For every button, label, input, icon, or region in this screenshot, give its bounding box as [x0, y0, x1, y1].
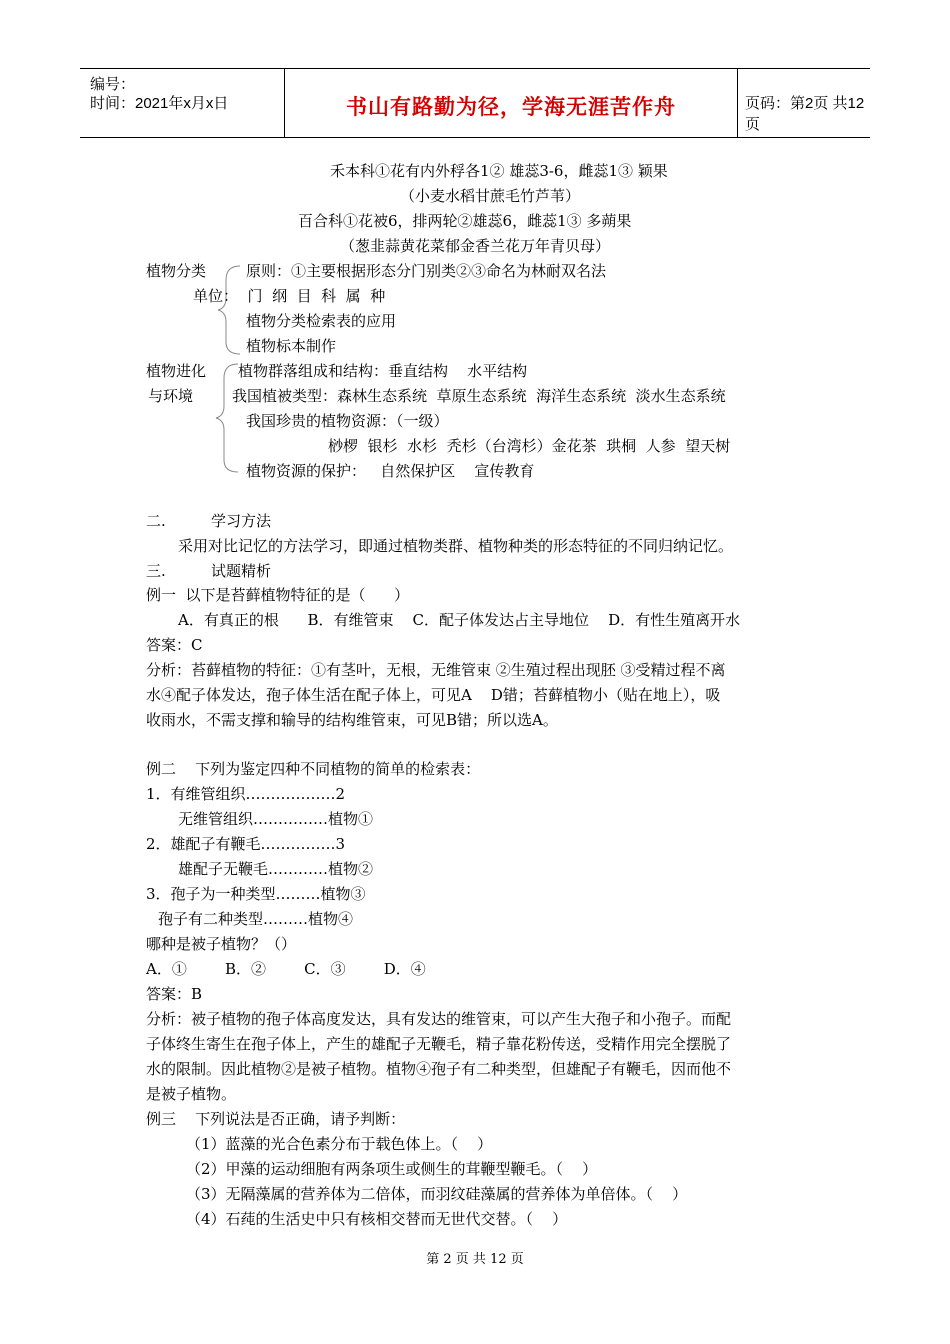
analysis-line: 是被子植物。 [146, 1085, 237, 1103]
key-line: 无维管组织……………植物① [178, 810, 374, 828]
section-label: 与环境 [148, 387, 194, 405]
header-page-cell [737, 69, 870, 137]
options: A．① B．② C．③ D．④ [146, 960, 426, 978]
judge-item: （1）蓝藻的光合色素分布于载色体上。（ ） [186, 1135, 493, 1153]
header-info-cell [80, 69, 284, 137]
header-motto-cell [284, 69, 738, 137]
page-footer: 第 2 页 共 12 页 [426, 1252, 524, 1267]
section-title: 试题精析 [211, 562, 272, 580]
options: A．有真正的根 B．有维管束 C．配子体发达占主导地位 D．有性生殖离开水 [178, 611, 741, 629]
answer: 答案：B [146, 985, 203, 1003]
text-line: 单位： 门 纲 目 科 属 种 [193, 287, 386, 305]
text-line: 植物资源的保护： 自然保护区 宣传教育 [246, 462, 535, 480]
text-line: 采用对比记忆的方法学习，即通过植物类群、植物种类的形态特征的不同归纳记忆。 [178, 537, 734, 555]
text-line: 桫椤 银杉 水杉 秃杉（台湾杉）金花茶 珙桐 人参 望天树 [328, 437, 731, 455]
section-label: 植物分类 [146, 262, 207, 280]
answer: 答案：C [146, 636, 203, 654]
page-header [80, 68, 870, 138]
judge-item: （2）甲藻的运动细胞有两条项生或侧生的茸鞭型鞭毛。（ ） [186, 1160, 598, 1178]
analysis-line: 分析：苔藓植物的特征：①有茎叶，无根，无维管束 ②生殖过程出现胚 ③受精过程不离 [146, 661, 726, 679]
judge-item: （4）石莼的生活史中只有核相交替而无世代交替。（ ） [186, 1210, 568, 1228]
key-line: 雄配子无鞭毛…………植物② [178, 860, 374, 878]
judge-item: （3）无隔藻属的营养体为二倍体，而羽纹硅藻属的营养体为单倍体。（ ） [186, 1185, 688, 1203]
doc-time-label: 时间：2021年x月x日 [90, 95, 229, 112]
section-number: 二. [146, 512, 166, 530]
text-line: 百合科①花被6，排两轮②雄蕊6，雌蕊1③ 多蒴果 [298, 212, 632, 230]
text-line: 我国珍贵的植物资源：（一级） [246, 412, 449, 430]
analysis-line: 收雨水，不需支撑和输导的结构维管束，可见B错；所以选A。 [146, 711, 558, 729]
text-line: 我国植被类型：森林生态系统 草原生态系统 海洋生态系统 淡水生态系统 [232, 387, 726, 405]
text-line: （葱韭蒜黄花菜郁金香兰花万年青贝母） [340, 237, 611, 255]
key-line: 孢子有二种类型………植物④ [158, 910, 354, 928]
section-title: 学习方法 [211, 512, 272, 530]
text-line: （小麦水稻甘蔗毛竹芦苇） [400, 187, 581, 205]
question: 例二 下列为鉴定四种不同植物的简单的检索表： [146, 760, 481, 778]
section-number: 三. [146, 562, 166, 580]
question: 例一 以下是苔藓植物特征的是（ ） [146, 586, 410, 604]
section-label: 植物进化 [146, 362, 207, 380]
question: 哪种是被子植物？（） [146, 935, 297, 953]
brace-bracket [214, 262, 244, 358]
key-line: 1．有维管组织………………2 [146, 785, 346, 803]
header-motto: 书山有路勤为径，学海无涯苦作舟 [346, 95, 676, 119]
analysis-line: 水的限制。因此植物②是被子植物。植物④孢子有二种类型，但雄配子有鞭毛，因而他不 [146, 1060, 732, 1078]
text-line: 植物标本制作 [246, 337, 337, 355]
key-line: 3．孢子为一种类型………植物③ [146, 885, 366, 903]
text-line: 植物群落组成和结构：垂直结构 水平结构 [238, 362, 528, 380]
text-line: 原则：①主要根据形态分门别类②③命名为林耐双名法 [246, 262, 607, 280]
question: 例三 下列说法是否正确，请予判断： [146, 1110, 406, 1128]
text-line: 植物分类检索表的应用 [246, 312, 397, 330]
doc-number-label: 编号： [90, 76, 136, 93]
header-page-label: 页码：第2页 共12页 [745, 95, 865, 133]
key-line: 2．雄配子有鞭毛……………3 [146, 835, 346, 853]
text-line: 禾本科①花有内外稃各1② 雄蕊3-6，雌蕊1③ 颖果 [330, 162, 668, 180]
analysis-line: 水④配子体发达，孢子体生活在配子体上，可见A D错；苔藓植物小（贴在地上），吸 [146, 686, 721, 704]
analysis-line: 分析：被子植物的孢子体高度发达，具有发达的维管束，可以产生大孢子和小孢子。而配 [146, 1010, 732, 1028]
analysis-line: 子体终生寄生在孢子体上，产生的雄配子无鞭毛，精子靠花粉传送，受精作用完全摆脱了 [146, 1035, 732, 1053]
